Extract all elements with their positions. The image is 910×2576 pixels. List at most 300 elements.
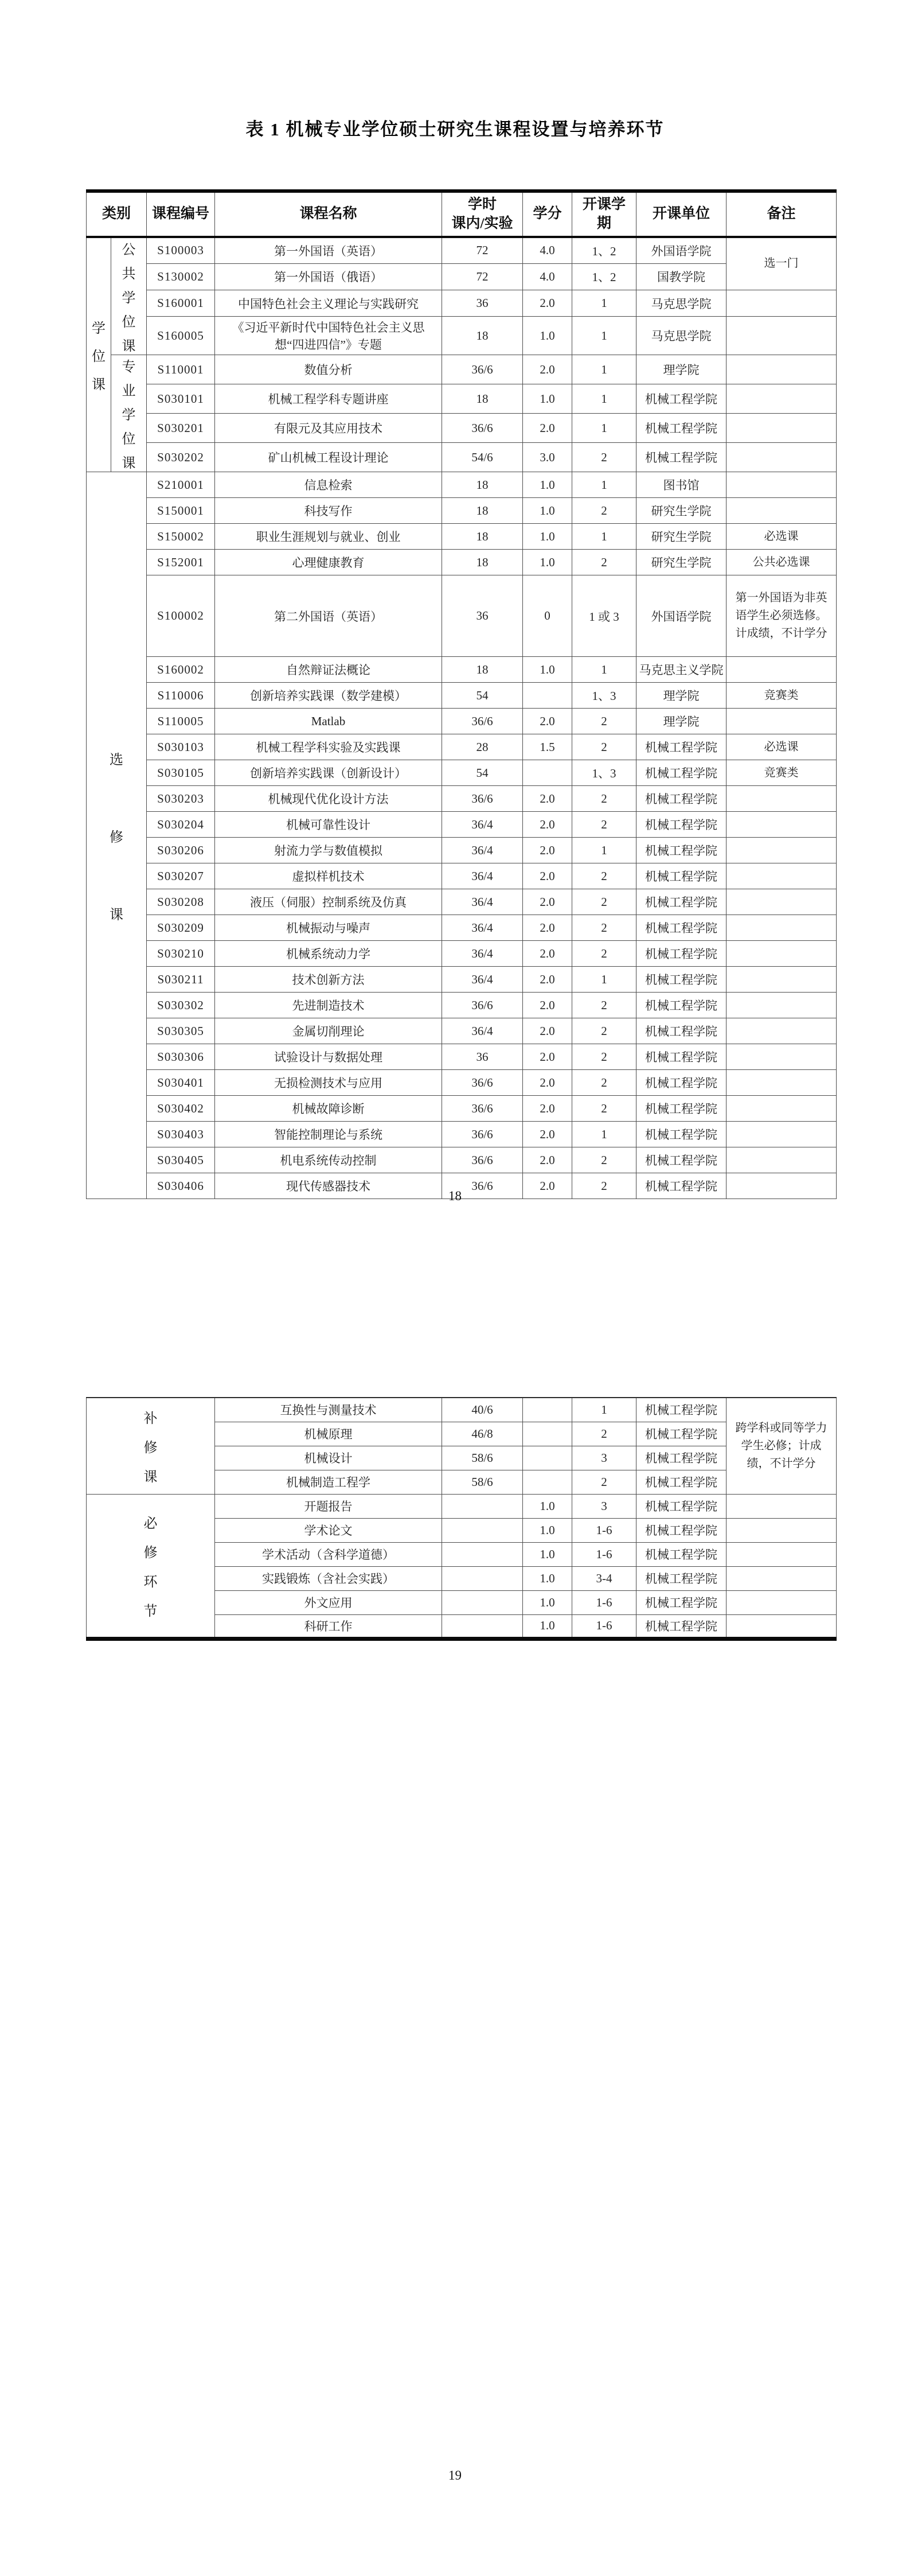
cell-course-code: S030211 [147,967,215,993]
cell-credits: 4.0 [523,237,572,263]
cell-notes [726,889,836,915]
table-row [87,941,837,967]
cell-credits: 2.0 [523,863,572,889]
cell-course-code: S100003 [147,237,215,263]
header-unit: 开课单位 [636,191,726,237]
cell-hours: 54/6 [442,443,522,472]
cell-notes [726,1147,836,1173]
table-row [87,1070,837,1096]
table-row [87,443,837,472]
cell-unit: 马克思学院 [636,317,726,355]
table-row [87,915,837,941]
header-code: 课程编号 [147,191,215,237]
cell-semester: 1 [572,1122,636,1147]
cell-credits [523,1470,572,1494]
cell-hours [442,1542,522,1566]
cell-course-name: 开题报告 [214,1494,442,1518]
cell-unit: 机械工程学院 [636,786,726,812]
cell-unit: 理学院 [636,709,726,734]
cell-course-code: S110006 [147,683,215,709]
cell-unit: 机械工程学院 [636,1044,726,1070]
cell-course-code: S030305 [147,1018,215,1044]
course-table-page2 [86,1397,837,1641]
cell-course-name: 机械振动与噪声 [214,915,442,941]
cell-course-name: 技术创新方法 [214,967,442,993]
cell-credits [523,1446,572,1470]
cell-unit: 研究生学院 [636,498,726,524]
cell-notes [726,709,836,734]
cell-course-code: S030208 [147,889,215,915]
cell-course-code: S030206 [147,838,215,863]
cell-course-code: S030405 [147,1147,215,1173]
cell-semester: 2 [572,1096,636,1122]
cell-course-code: S030401 [147,1070,215,1096]
cell-credits: 2.0 [523,414,572,443]
cell-unit: 外国语学院 [636,237,726,263]
cell-course-code: S030202 [147,443,215,472]
cell-credits: 1.0 [523,1542,572,1566]
cell-credits: 2.0 [523,915,572,941]
table-row [87,355,837,384]
cell-credits: 2.0 [523,812,572,838]
table-row [87,524,837,550]
cell-semester: 1 [572,524,636,550]
cell-course-name: 自然辩证法概论 [214,657,442,683]
cell-hours: 36/6 [442,414,522,443]
cell-course-code: S030207 [147,863,215,889]
cell-course-name: 学术活动（含科学道德） [214,1542,442,1566]
cell-notes [726,941,836,967]
cell-course-name: 机电系统传动控制 [214,1147,442,1173]
cell-credits: 2.0 [523,1173,572,1199]
cell-credits: 1.0 [523,550,572,575]
cell-semester: 1 [572,967,636,993]
cell-hours [442,1614,522,1639]
header-row [87,191,837,237]
cell-credits: 2.0 [523,941,572,967]
cell-unit: 机械工程学院 [636,1542,726,1566]
cell-notes [726,967,836,993]
cell-credits: 1.0 [523,1494,572,1518]
cell-notes [726,355,836,384]
header-hours-line1: 学时 [467,197,497,212]
table-row [87,1398,837,1422]
cell-credits: 2.0 [523,709,572,734]
table-body-page1 [87,237,837,1199]
cell-course-name: 科研工作 [214,1614,442,1639]
cell-course-name: 机械可靠性设计 [214,812,442,838]
header-hours [442,191,522,237]
cell-semester: 1、3 [572,683,636,709]
cell-hours: 18 [442,550,522,575]
cell-semester: 2 [572,1173,636,1199]
table-row [87,1494,837,1518]
cell-notes: 跨学科或同等学力学生必修；计成绩，不计学分 [726,1398,836,1494]
cell-credits: 2.0 [523,1070,572,1096]
table-row [87,889,837,915]
cell-unit: 机械工程学院 [636,734,726,760]
cell-credits: 1.0 [523,524,572,550]
cell-unit: 机械工程学院 [636,1470,726,1494]
cell-notes [726,1566,836,1590]
cell-notes [726,915,836,941]
cell-unit: 研究生学院 [636,524,726,550]
cell-notes [726,1044,836,1070]
cell-semester: 2 [572,498,636,524]
cell-unit: 研究生学院 [636,550,726,575]
cell-hours: 36/6 [442,1173,522,1199]
cell-course-name: 智能控制理论与系统 [214,1122,442,1147]
subcategory-cell [111,237,147,355]
cell-course-code: S030210 [147,941,215,967]
table-row [87,575,837,657]
table-row [87,1122,837,1147]
cell-semester: 1 或 3 [572,575,636,657]
cell-unit: 机械工程学院 [636,863,726,889]
cell-semester: 2 [572,786,636,812]
cell-hours: 18 [442,472,522,498]
cell-credits: 1.0 [523,498,572,524]
cell-unit: 机械工程学院 [636,1422,726,1446]
cell-semester: 1 [572,1398,636,1422]
header-semester [572,191,636,237]
table-row [87,498,837,524]
cell-semester: 2 [572,1470,636,1494]
cell-course-name: 机械系统动力学 [214,941,442,967]
table-row [87,290,837,316]
cell-course-name: 机械工程学科专题讲座 [214,384,442,414]
cell-semester: 1、3 [572,760,636,786]
table-row [87,709,837,734]
category-cell-label: 选 修 课 [110,752,124,923]
cell-hours: 40/6 [442,1398,522,1422]
cell-credits: 1.0 [523,384,572,414]
header-semester-line1: 开课学 [582,197,626,212]
cell-course-code: S030402 [147,1096,215,1122]
page-number-18: 18 [448,1189,462,1203]
cell-course-code: S160002 [147,657,215,683]
cell-unit: 国教学院 [636,263,726,290]
cell-unit: 机械工程学院 [636,1590,726,1614]
cell-credits: 2.0 [523,967,572,993]
cell-notes: 必选课 [726,524,836,550]
cell-semester: 1、2 [572,263,636,290]
cell-notes [726,838,836,863]
cell-notes [726,812,836,838]
cell-course-name: 金属切削理论 [214,1018,442,1044]
cell-hours: 18 [442,524,522,550]
cell-notes [726,993,836,1018]
cell-unit: 机械工程学院 [636,1018,726,1044]
cell-credits [523,1422,572,1446]
cell-course-code: S152001 [147,550,215,575]
cell-unit: 机械工程学院 [636,1614,726,1639]
cell-unit: 机械工程学院 [636,1147,726,1173]
cell-hours: 36 [442,290,522,316]
cell-course-name: 创新培养实践课（数学建模） [214,683,442,709]
cell-notes [726,1542,836,1566]
category-cell [87,1494,215,1639]
cell-notes [726,786,836,812]
cell-semester: 2 [572,915,636,941]
subcategory-cell [111,355,147,472]
cell-credits: 1.0 [523,1566,572,1590]
cell-course-code: S210001 [147,472,215,498]
cell-course-name: 互换性与测量技术 [214,1398,442,1422]
cell-hours: 54 [442,683,522,709]
course-table-page1 [86,189,837,1199]
cell-credits: 2.0 [523,1096,572,1122]
table-row [87,683,837,709]
cell-notes: 选一门 [726,237,836,290]
cell-hours: 18 [442,657,522,683]
cell-semester: 2 [572,889,636,915]
cell-hours: 36/6 [442,1070,522,1096]
cell-unit: 机械工程学院 [636,993,726,1018]
cell-unit: 机械工程学院 [636,1518,726,1542]
cell-hours: 28 [442,734,522,760]
cell-hours: 36/6 [442,1122,522,1147]
cell-unit: 机械工程学院 [636,941,726,967]
category-cell [87,1398,215,1494]
cell-hours: 18 [442,317,522,355]
cell-notes [726,1018,836,1044]
cell-credits: 4.0 [523,263,572,290]
cell-semester: 1 [572,414,636,443]
cell-semester: 1、2 [572,237,636,263]
subcategory-cell-label: 专 业 学 位 课 [122,360,136,471]
cell-hours: 54 [442,760,522,786]
category-cell [87,237,111,472]
cell-notes [726,384,836,414]
cell-semester: 2 [572,1018,636,1044]
cell-semester: 3-4 [572,1566,636,1590]
cell-semester: 1 [572,657,636,683]
table-row [87,317,837,355]
cell-hours [442,1590,522,1614]
cell-unit: 机械工程学院 [636,812,726,838]
cell-notes [726,1070,836,1096]
cell-course-name: 创新培养实践课（创新设计） [214,760,442,786]
cell-hours: 36 [442,575,522,657]
cell-course-code: S110005 [147,709,215,734]
table-row [87,414,837,443]
table-row [87,760,837,786]
cell-semester: 1 [572,838,636,863]
table-row [87,263,837,290]
cell-course-name: 中国特色社会主义理论与实践研究 [214,290,442,316]
cell-credits: 1.0 [523,1614,572,1639]
cell-course-name: 外文应用 [214,1590,442,1614]
cell-semester: 1 [572,355,636,384]
cell-unit: 机械工程学院 [636,1494,726,1518]
table-row [87,472,837,498]
cell-unit: 理学院 [636,683,726,709]
cell-notes [726,863,836,889]
cell-hours: 36/4 [442,863,522,889]
table-row [87,993,837,1018]
cell-hours: 18 [442,498,522,524]
table-body-page2 [87,1398,837,1639]
cell-semester: 3 [572,1494,636,1518]
table-row [87,1096,837,1122]
cell-course-name: 实践锻炼（含社会实践） [214,1566,442,1590]
header-credits: 学分 [523,191,572,237]
cell-course-name: 心理健康教育 [214,550,442,575]
cell-credits: 2.0 [523,786,572,812]
cell-notes [726,657,836,683]
table-row [87,838,837,863]
cell-course-code: S150001 [147,498,215,524]
cell-hours: 36/6 [442,709,522,734]
cell-course-code: S160005 [147,317,215,355]
cell-course-name: 机械工程学科实验及实践课 [214,734,442,760]
cell-course-name: 科技写作 [214,498,442,524]
cell-semester: 2 [572,709,636,734]
cell-semester: 2 [572,993,636,1018]
cell-credits: 1.0 [523,317,572,355]
header-category: 类别 [87,191,147,237]
cell-hours: 46/8 [442,1422,522,1446]
cell-hours: 36/4 [442,967,522,993]
cell-credits: 1.0 [523,472,572,498]
cell-course-name: 先进制造技术 [214,993,442,1018]
cell-course-name: 机械制造工程学 [214,1470,442,1494]
cell-semester: 1-6 [572,1590,636,1614]
cell-unit: 机械工程学院 [636,838,726,863]
cell-course-name: 职业生涯规划与就业、创业 [214,524,442,550]
category-cell-label: 必 修 环 节 [143,1516,158,1619]
cell-hours: 58/6 [442,1446,522,1470]
cell-semester: 1-6 [572,1542,636,1566]
cell-semester: 1 [572,384,636,414]
cell-hours [442,1566,522,1590]
cell-notes: 必选课 [726,734,836,760]
cell-notes [726,498,836,524]
cell-hours: 36/4 [442,915,522,941]
cell-notes [726,290,836,316]
cell-credits: 2.0 [523,993,572,1018]
cell-notes: 第一外国语为非英语学生必须选修。计成绩，不计学分 [726,575,836,657]
cell-unit: 机械工程学院 [636,1122,726,1147]
page-number-19: 19 [448,2468,462,2482]
cell-unit: 机械工程学院 [636,1070,726,1096]
cell-credits: 2.0 [523,1044,572,1070]
cell-notes: 竞赛类 [726,683,836,709]
cell-semester: 2 [572,941,636,967]
cell-course-code: S160001 [147,290,215,316]
cell-hours: 36/4 [442,1018,522,1044]
table-row [87,1044,837,1070]
cell-semester: 1 [572,317,636,355]
cell-unit: 图书馆 [636,472,726,498]
cell-semester: 2 [572,812,636,838]
cell-hours: 36/6 [442,993,522,1018]
cell-credits [523,760,572,786]
cell-credits: 2.0 [523,1018,572,1044]
cell-hours: 36 [442,1044,522,1070]
cell-course-name: 信息检索 [214,472,442,498]
cell-unit: 机械工程学院 [636,760,726,786]
cell-course-name: 虚拟样机技术 [214,863,442,889]
cell-notes [726,1590,836,1614]
cell-hours: 36/6 [442,1147,522,1173]
cell-credits: 1.0 [523,1518,572,1542]
cell-course-name: 数值分析 [214,355,442,384]
cell-course-code: S030201 [147,414,215,443]
cell-course-code: S110001 [147,355,215,384]
cell-unit: 机械工程学院 [636,1096,726,1122]
table-row [87,550,837,575]
cell-semester: 2 [572,1422,636,1446]
cell-course-name: 机械原理 [214,1422,442,1446]
table-row [87,657,837,683]
cell-credits: 1.5 [523,734,572,760]
table-row [87,734,837,760]
cell-course-code: S030204 [147,812,215,838]
cell-course-code: S130002 [147,263,215,290]
cell-course-name: 机械设计 [214,1446,442,1470]
cell-semester: 1 [572,290,636,316]
cell-unit: 机械工程学院 [636,1446,726,1470]
cell-notes [726,1494,836,1518]
cell-course-code: S030203 [147,786,215,812]
table-row [87,812,837,838]
cell-unit: 马克思主义学院 [636,657,726,683]
cell-course-name: 《习近平新时代中国特色社会主义思想“四进四信”》专题 [214,317,442,355]
cell-notes [726,1122,836,1147]
cell-course-name: 射流力学与数值模拟 [214,838,442,863]
cell-notes [726,1614,836,1639]
cell-unit: 机械工程学院 [636,967,726,993]
cell-semester: 2 [572,1147,636,1173]
cell-unit: 机械工程学院 [636,1566,726,1590]
table-row [87,786,837,812]
cell-credits: 2.0 [523,1122,572,1147]
cell-course-name: 无损检测技术与应用 [214,1070,442,1096]
cell-notes [726,443,836,472]
cell-course-name: 第二外国语（英语） [214,575,442,657]
cell-course-code: S030105 [147,760,215,786]
cell-semester: 3 [572,1446,636,1470]
cell-credits: 2.0 [523,290,572,316]
cell-notes: 竞赛类 [726,760,836,786]
cell-credits: 1.0 [523,657,572,683]
cell-course-name: 有限元及其应用技术 [214,414,442,443]
cell-course-code: S030306 [147,1044,215,1070]
header-notes: 备注 [726,191,836,237]
category-cell-label: 学 位 课 [92,321,106,392]
cell-course-name: 试验设计与数据处理 [214,1044,442,1070]
cell-hours: 18 [442,384,522,414]
cell-course-name: 机械故障诊断 [214,1096,442,1122]
cell-unit: 机械工程学院 [636,889,726,915]
cell-semester: 2 [572,863,636,889]
cell-course-name: 学术论文 [214,1518,442,1542]
cell-course-name: 第一外国语（俄语） [214,263,442,290]
cell-hours: 36/6 [442,786,522,812]
table-row [87,237,837,263]
cell-unit: 马克思学院 [636,290,726,316]
cell-course-code: S030403 [147,1122,215,1147]
cell-semester: 2 [572,1044,636,1070]
cell-credits: 1.0 [523,1590,572,1614]
cell-course-code: S150002 [147,524,215,550]
cell-course-code: S030302 [147,993,215,1018]
cell-unit: 机械工程学院 [636,414,726,443]
cell-unit: 机械工程学院 [636,443,726,472]
subcategory-cell-label: 公 共 学 位 课 [122,243,136,354]
